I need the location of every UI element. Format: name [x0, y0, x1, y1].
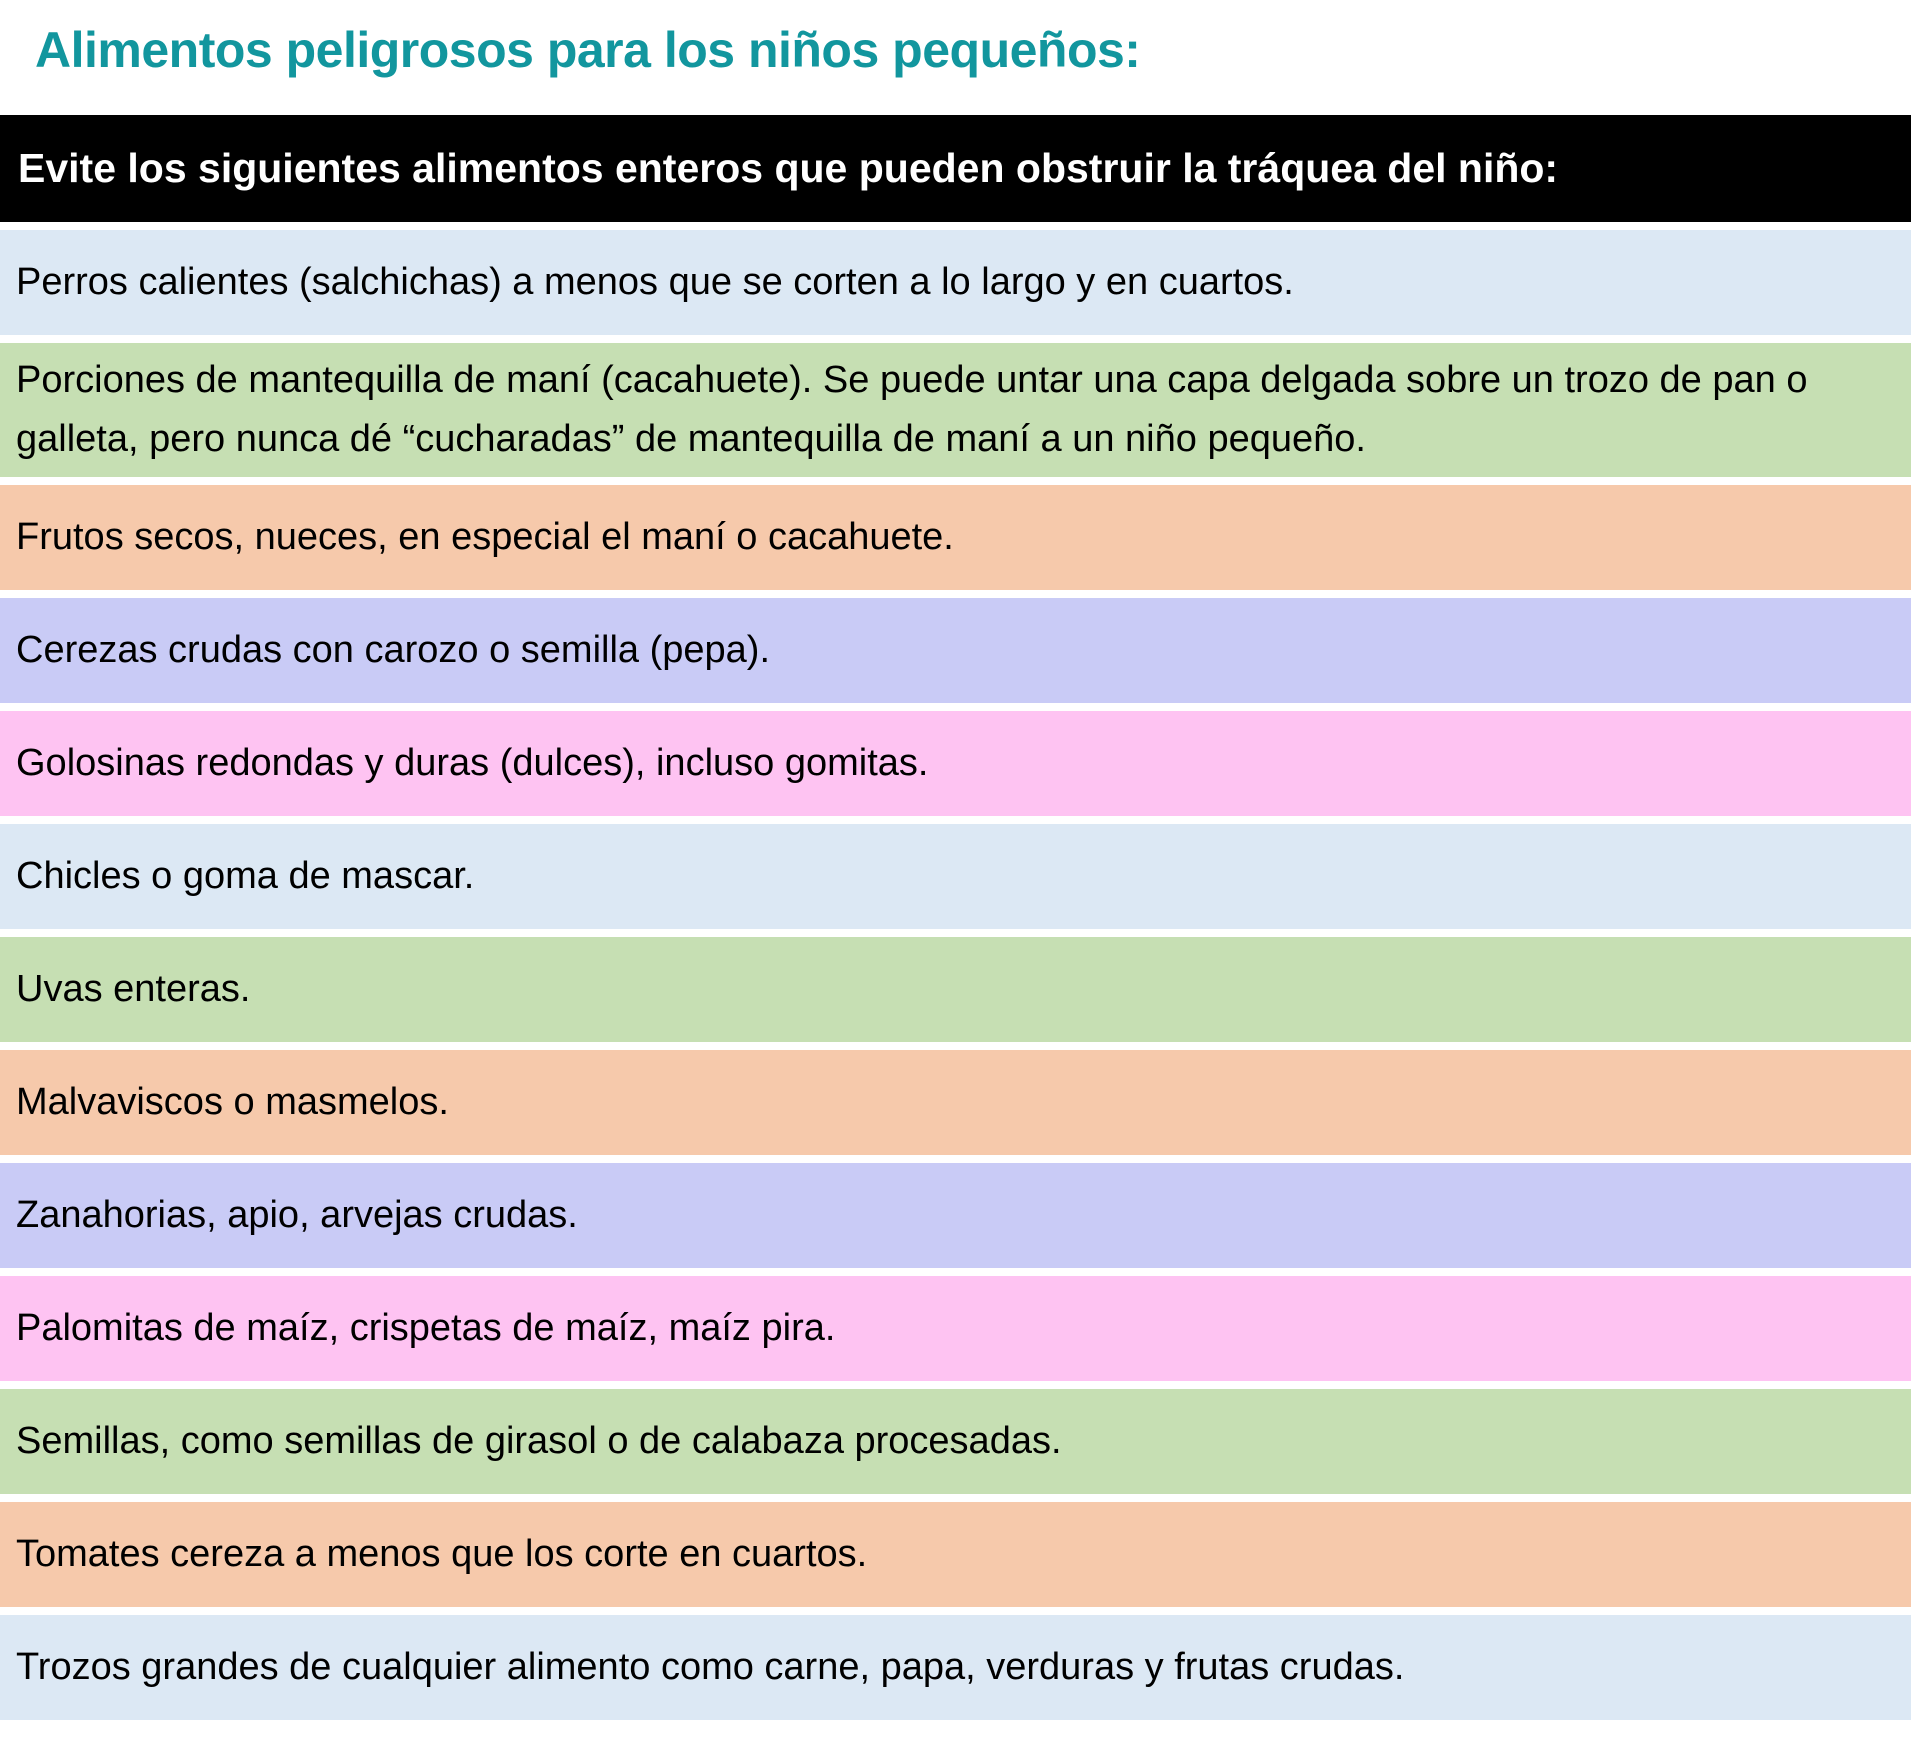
food-table: [0, 115, 1911, 1720]
table-row: Trozos grandes de cualquier alimento como carne, papa, verduras y frutas crudas.: [0, 1615, 1911, 1720]
table-row: Frutos secos, nueces, en especial el maní o cacahuete.: [0, 485, 1911, 590]
table-row: Perros calientes (salchichas) a menos que se corten a lo largo y en cuartos.: [0, 230, 1911, 335]
table-row: Zanahorias, apio, arvejas crudas.: [0, 1163, 1911, 1268]
table-row: Malvaviscos o masmelos.: [0, 1050, 1911, 1155]
table-row: Golosinas redondas y duras (dulces), incluso gomitas.: [0, 711, 1911, 816]
table-row: Porciones de mantequilla de maní (cacahuete). Se puede untar una capa delgada sobre un trozo de pan o galleta, pero nunca dé “cucharadas” de mantequilla de maní a un niño pequeño.: [0, 343, 1911, 477]
table-row: Tomates cereza a menos que los corte en cuartos.: [0, 1502, 1911, 1607]
page-title: Alimentos peligrosos para los niños pequeños:: [35, 22, 1141, 78]
table-row: Semillas, como semillas de girasol o de calabaza procesadas.: [0, 1389, 1911, 1494]
table-row: Cerezas crudas con carozo o semilla (pepa).: [0, 598, 1911, 703]
table-header-row: Evite los siguientes alimentos enteros que pueden obstruir la tráquea del niño:: [0, 115, 1911, 222]
table-row: Palomitas de maíz, crispetas de maíz, maíz pira.: [0, 1276, 1911, 1381]
table-row: Chicles o goma de mascar.: [0, 824, 1911, 929]
table-row: Uvas enteras.: [0, 937, 1911, 1042]
